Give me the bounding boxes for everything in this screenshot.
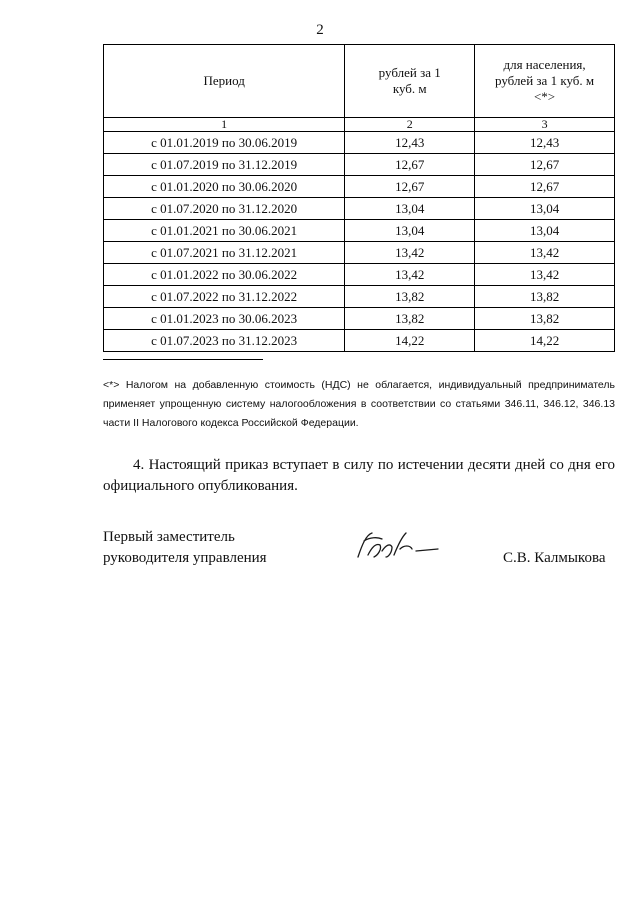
period-cell: с 01.01.2021 по 30.06.2021 bbox=[104, 220, 345, 242]
page-number: 2 bbox=[316, 22, 324, 38]
table-row bbox=[104, 286, 615, 308]
population-rate-cell: 14,22 bbox=[475, 330, 615, 352]
rate-cell: 13,82 bbox=[345, 286, 475, 308]
population-rate-cell: 13,42 bbox=[475, 264, 615, 286]
population-rate-cell: 13,04 bbox=[475, 220, 615, 242]
period-cell: с 01.01.2023 по 30.06.2023 bbox=[104, 308, 345, 330]
column-number-row bbox=[104, 118, 615, 132]
period-cell: с 01.07.2019 по 31.12.2019 bbox=[104, 154, 345, 176]
population-rate-cell: 13,82 bbox=[475, 308, 615, 330]
table-header-row bbox=[104, 45, 615, 118]
clause-4: 4. Настоящий приказ вступает в силу по истечении десяти дней со дня его официального опубликования. bbox=[103, 457, 615, 494]
period-cell: с 01.07.2022 по 31.12.2022 bbox=[104, 286, 345, 308]
period-cell: с 01.07.2021 по 31.12.2021 bbox=[104, 242, 345, 264]
column-number: 2 bbox=[345, 118, 475, 132]
rate-cell: 13,42 bbox=[345, 264, 475, 286]
table-row bbox=[104, 242, 615, 264]
period-cell: с 01.01.2022 по 30.06.2022 bbox=[104, 264, 345, 286]
header-period: Период bbox=[104, 45, 345, 118]
population-rate-cell: 13,82 bbox=[475, 286, 615, 308]
table-row bbox=[104, 176, 615, 198]
signatory-role-line2: руководителя управления bbox=[103, 550, 267, 566]
table-row bbox=[104, 198, 615, 220]
population-rate-cell: 12,43 bbox=[475, 132, 615, 154]
table-row bbox=[104, 154, 615, 176]
signatory-name: С.В. Калмыкова bbox=[503, 550, 606, 566]
tariff-table bbox=[103, 44, 615, 352]
rate-cell: 12,67 bbox=[345, 154, 475, 176]
population-rate-cell: 12,67 bbox=[475, 176, 615, 198]
column-number: 3 bbox=[475, 118, 615, 132]
table-row bbox=[104, 220, 615, 242]
footnote: <*> Налогом на добавленную стоимость (НДС) не облагается, индивидуальный предприниматель применяет упрощенную систему налогообложения в соответствии со статьями 346.11, 346.12, 346.13 части II Налогового кодекса Российской Федерации. bbox=[103, 379, 615, 429]
header-population: для населения, рублей за 1 куб. м <*> bbox=[475, 45, 615, 118]
period-cell: с 01.07.2020 по 31.12.2020 bbox=[104, 198, 345, 220]
header-rub-per-m3: рублей за 1 куб. м bbox=[345, 45, 475, 118]
rate-cell: 12,43 bbox=[345, 132, 475, 154]
population-rate-cell: 13,42 bbox=[475, 242, 615, 264]
rate-cell: 13,04 bbox=[345, 198, 475, 220]
period-cell: с 01.01.2019 по 30.06.2019 bbox=[104, 132, 345, 154]
handwritten-signature bbox=[352, 527, 442, 567]
rate-cell: 13,04 bbox=[345, 220, 475, 242]
period-cell: с 01.01.2020 по 30.06.2020 bbox=[104, 176, 345, 198]
population-rate-cell: 12,67 bbox=[475, 154, 615, 176]
table-row bbox=[104, 132, 615, 154]
table-row bbox=[104, 264, 615, 286]
rate-cell: 14,22 bbox=[345, 330, 475, 352]
table-row bbox=[104, 308, 615, 330]
rate-cell: 13,42 bbox=[345, 242, 475, 264]
period-cell: с 01.07.2023 по 31.12.2023 bbox=[104, 330, 345, 352]
signatory-role-line1: Первый заместитель bbox=[103, 529, 235, 545]
footnote-divider bbox=[103, 359, 263, 360]
rate-cell: 13,82 bbox=[345, 308, 475, 330]
table-row bbox=[104, 330, 615, 352]
population-rate-cell: 13,04 bbox=[475, 198, 615, 220]
column-number: 1 bbox=[104, 118, 345, 132]
signatory-role bbox=[103, 527, 267, 569]
rate-cell: 12,67 bbox=[345, 176, 475, 198]
